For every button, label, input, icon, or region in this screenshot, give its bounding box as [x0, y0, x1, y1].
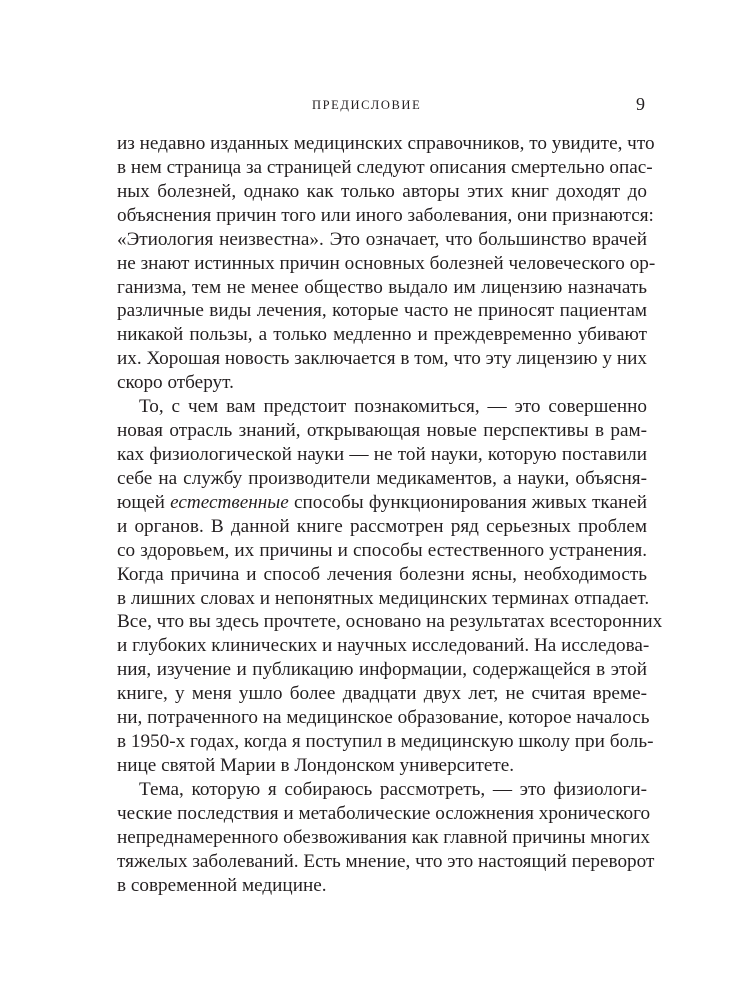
- text-line: ческие последствия и метаболические осложнения хронического: [117, 802, 651, 824]
- text-line: новая отрасль знаний, открывающая новые перспективы в рам-: [117, 420, 647, 442]
- text-line: книге, у меня ушло более двадцати двух лет, не считая време-: [117, 683, 647, 705]
- text-line: тяжелых заболеваний. Есть мнение, что это настоящий переворот: [117, 850, 655, 872]
- text-line: никакой пользы, а только медленно и преждевременно убивают: [117, 324, 647, 346]
- text-line: себе на службу производители медикаментов, а науки, объясня-: [117, 467, 647, 489]
- text-line: не знают истинных причин основных болезней человеческого ор-: [117, 252, 656, 274]
- text-line: объяснения причин того или иного заболевания, они признаются:: [117, 204, 654, 226]
- text-line: различные виды лечения, которые часто не приносят пациентам: [117, 300, 647, 322]
- text-line: «Этиология неизвестна». Это означает, что большинство врачей: [117, 228, 647, 250]
- text-line: То, с чем вам предстоит познакомиться, — это совершенно: [139, 396, 647, 418]
- text-line: и органов. В данной книге рассмотрен ряд серьезных проблем: [117, 515, 647, 537]
- text-line: в лишних словах и непонятных медицинских терминах отпадает.: [117, 587, 650, 609]
- text-line: ния, изучение и публикацию информации, содержащейся в этой: [117, 659, 647, 681]
- text-line: из недавно изданных медицинских справочников, то увидите, что: [117, 133, 655, 154]
- text-line: и глубоких клинических и научных исследований. На исследова-: [117, 635, 650, 657]
- paragraph-2: [117, 395, 663, 778]
- text-line: ни, потраченного на медицинское образование, которое началось: [117, 707, 650, 729]
- text-line: ках физиологической науки — не той науки, которую поставили: [117, 443, 647, 465]
- paragraph-1: [117, 132, 656, 395]
- text-segment: ющей: [117, 491, 165, 513]
- text-line: нице святой Марии в Лондонском университете.: [117, 754, 515, 776]
- body-text: [117, 132, 663, 898]
- text-line: ганизма, тем не менее общество выдало им лицензию назначать: [117, 276, 647, 298]
- text-segment: способы функционирования живых тканей: [294, 491, 648, 513]
- paragraph-3: [117, 778, 655, 898]
- text-line: Тема, которую я собираюсь рассмотреть, — это физиологи-: [139, 778, 647, 800]
- running-head: ПРЕДИСЛОВИЕ: [312, 98, 422, 112]
- text-line: со здоровьем, их причины и способы естественного устранения.: [117, 539, 647, 561]
- text-line: в нем страница за страницей следуют описания смертельно опас-: [117, 156, 653, 178]
- text-line: непреднамеренного обезвоживания как главной причины многих: [117, 826, 651, 848]
- text-line: их. Хорошая новость заключается в том, что эту лицензию у них: [117, 348, 647, 370]
- text-line: скоро отберут.: [117, 372, 234, 394]
- emphasis-text: естественные: [170, 491, 289, 513]
- text-line-with-emphasis: [117, 491, 647, 515]
- text-line: Когда причина и способ лечения болезни ясны, необходимость: [117, 563, 647, 585]
- text-line: ных болезней, однако как только авторы этих книг доходят до: [117, 180, 647, 202]
- text-line: в современной медицине.: [117, 874, 327, 896]
- page-number: 9: [636, 94, 645, 114]
- text-line: в 1950-х годах, когда я поступил в медицинскую школу при боль-: [117, 731, 654, 753]
- text-line: Все, что вы здесь прочтете, основано на результатах всесторонних: [117, 611, 663, 633]
